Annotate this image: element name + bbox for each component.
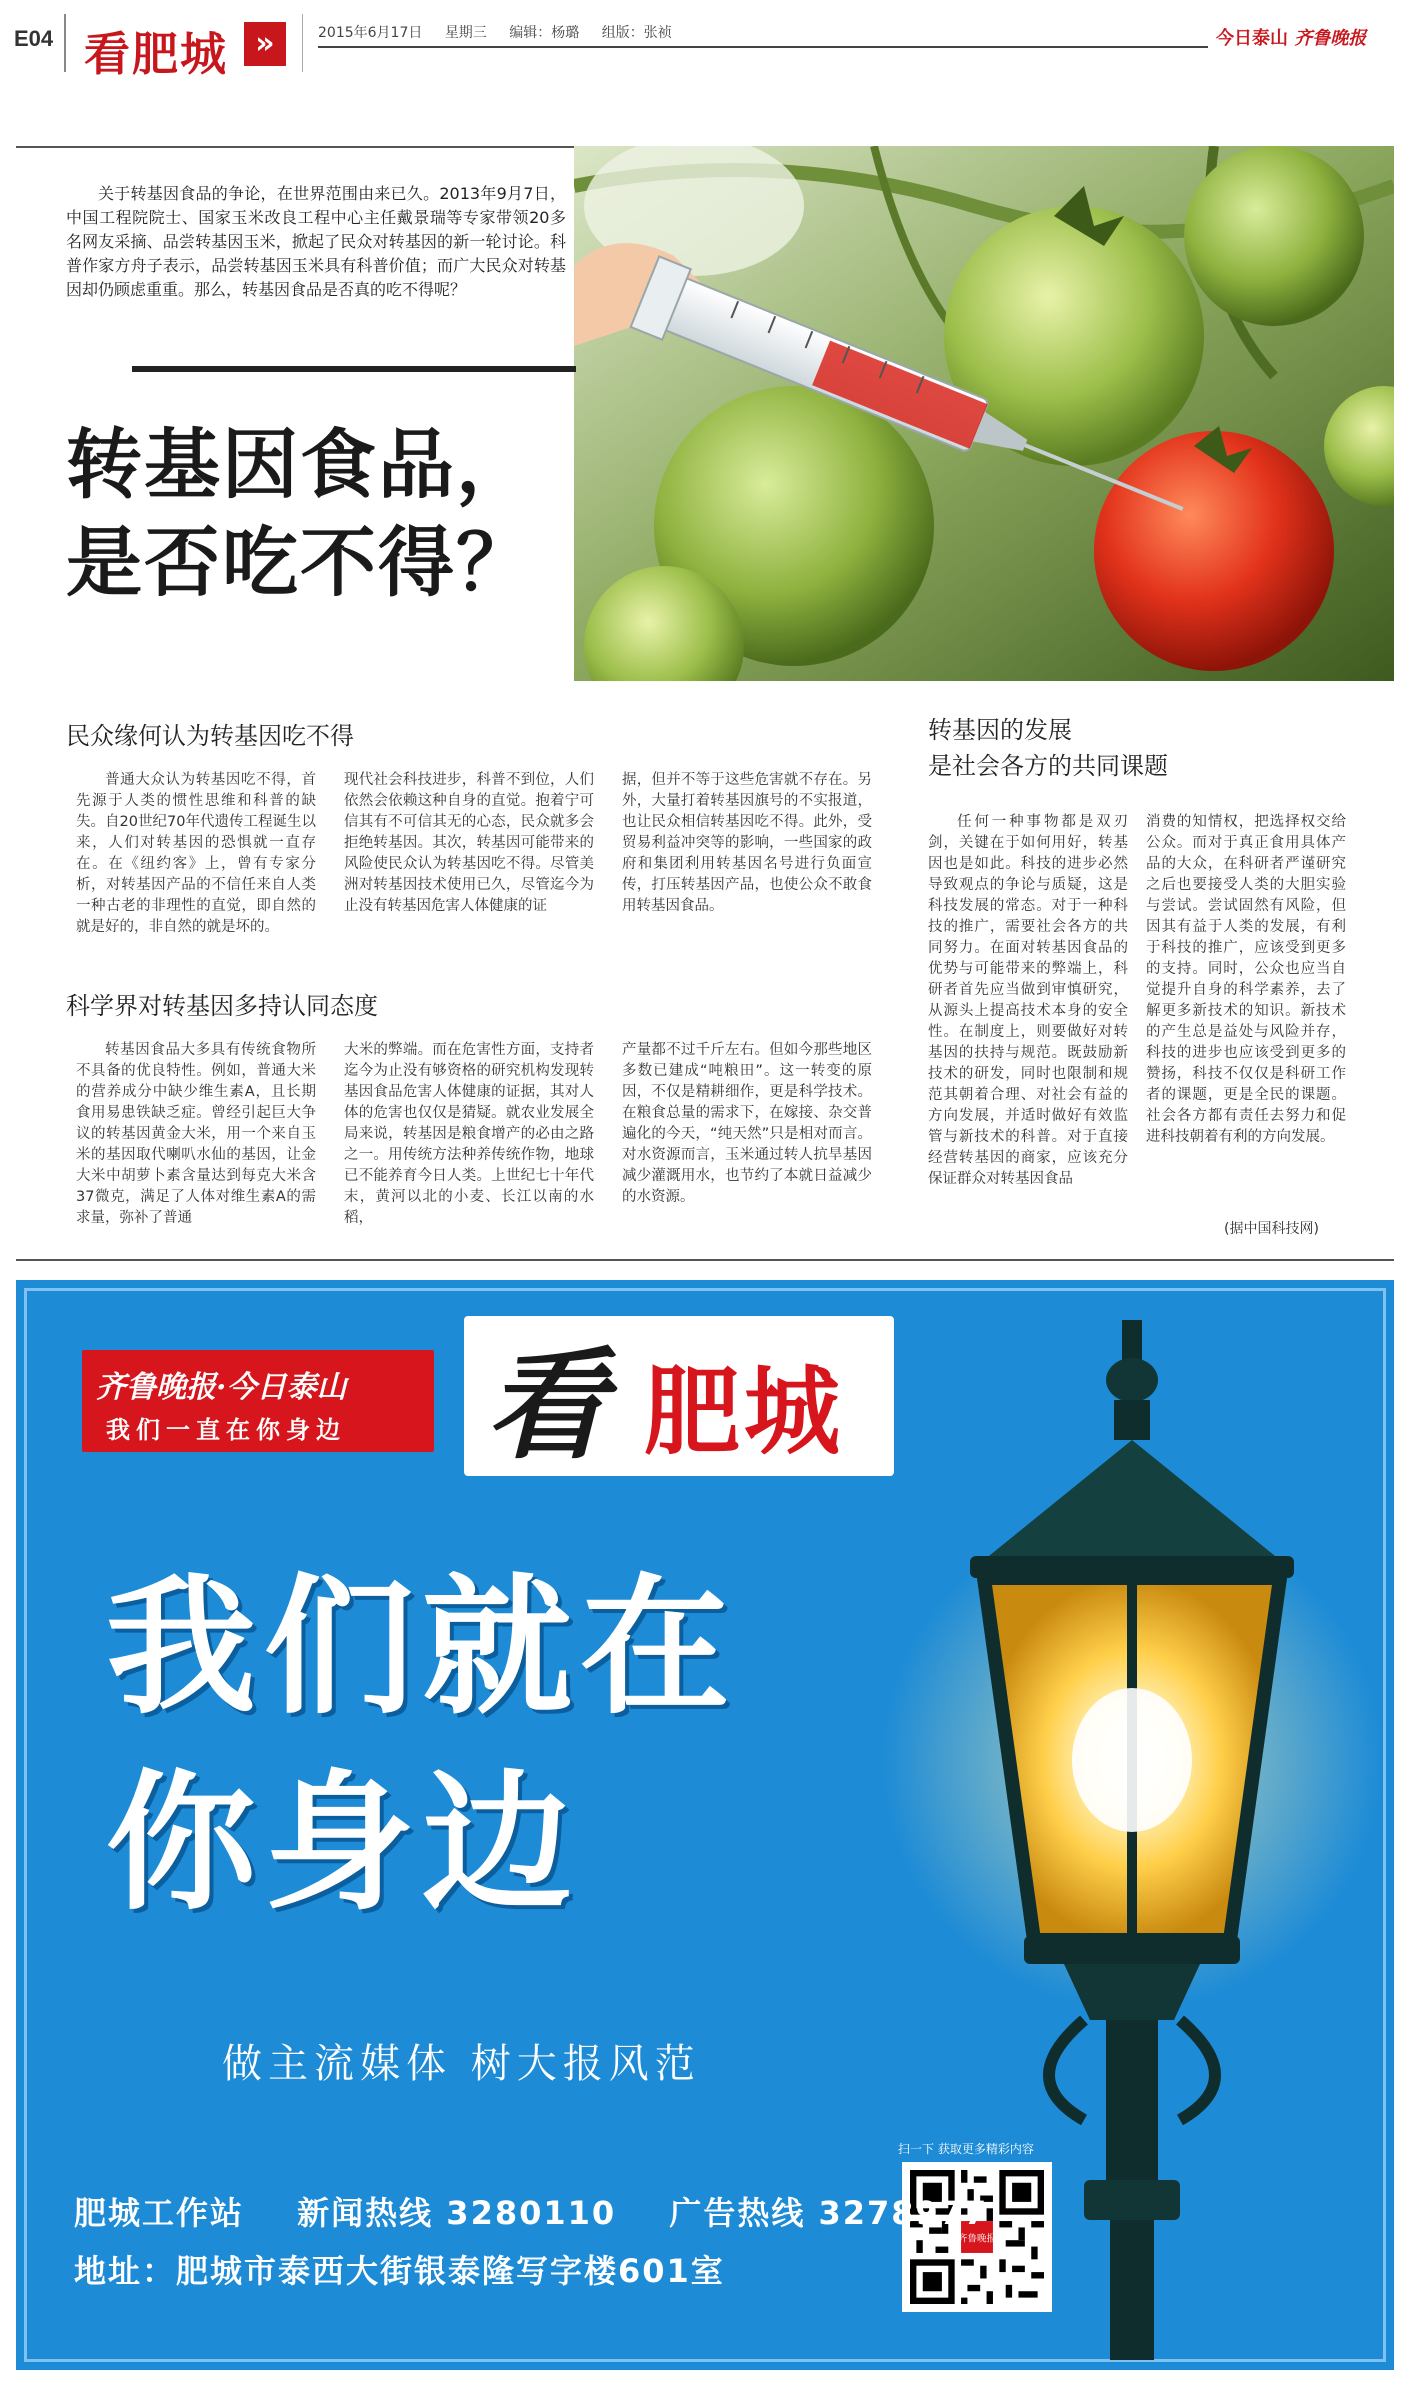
- article-bottom-rule: [16, 1259, 1394, 1261]
- station-address: 地址：肥城市泰西大街银泰隆写字楼601室: [74, 2252, 725, 2290]
- column-logo-kan: 看: [486, 1335, 606, 1476]
- header-rule: [318, 46, 1208, 48]
- body-column: 转基因食品大多具有传统食物所不具备的优良特性。例如，普通大米的营养成分中缺少维生素A，且长期食用易患铁缺乏症。曾经引起巨大争议的转基因黄金大米，用一个来自玉米的基因取代喇叭水仙的基因，让金大米中胡萝卜素含量达到每克大米含37微克，满足了人体对维生素A的需求量，弥补了普通: [76, 1042, 316, 1226]
- section-arrows-icon: »: [244, 22, 286, 66]
- big-slogan-line: 你身边: [106, 1757, 581, 1931]
- headline-line: 是否吃不得？: [66, 518, 534, 607]
- article: [16, 146, 1394, 1261]
- subheading: [928, 712, 1168, 784]
- ad-big-slogan: [106, 1550, 738, 1942]
- article-intro: 关于转基因食品的争论，在世界范围由来已久。2013年9月7日，中国工程院院士、国家玉米改良工程中心主任戴景瑞等专家带领20多名网友采摘、品尝转基因玉米，掀起了民众对转基因的新一轮讨论。科普作家方舟子表示，品尝转基因玉米具有科普价值；而广大民众对转基因却仍顾虑重重。那么，转基因食品是否真的吃不得呢？: [66, 184, 566, 299]
- big-slogan-line: 我们就在: [106, 1561, 739, 1735]
- brand-name: 今日泰山: [1216, 28, 1288, 49]
- advertisement: [16, 1280, 1394, 2370]
- body-column: 产量都不过千斤左右。但如今那些地区多数已建成“吨粮田”。这一转变的原因，不仅是精耕细作，更是科学技术。在粮食总量的需求下，在嫁接、杂交普遍化的今天，“纯天然”只是相对而言。对水资源而言，玉米通过转人抗旱基因减少灌溉用水，也节约了本就日益减少的水资源。: [622, 1042, 872, 1205]
- paper-badge: [82, 1350, 434, 1452]
- subheading-line: 转基因的发展: [928, 716, 1072, 744]
- contact-line: [74, 2188, 1028, 2234]
- body-column: 普通大众认为转基因吃不得，首先源于人类的惯性思维和科普的缺失。自20世纪70年代遗传工程诞生以来，人们对转基因的恐惧就一直存在。在《纽约客》上，曾有专家分析，对转基因产品的不信任来自人类一种古老的非理性的直觉，即自然的就是好的，非自然的就是坏的。: [76, 772, 316, 935]
- article-headline: [66, 416, 686, 612]
- article-credit: (据中国科技网): [1224, 1221, 1319, 1237]
- section-title: 看肥城: [84, 27, 228, 81]
- issue-weekday: 星期三: [444, 25, 487, 41]
- body-column: 消费的知情权，把选择权交给公众。而对于真正食用具体产品的大众，在科研者严谨研究之后也要接受人类的大胆实验与尝试。尝试固然有风险，但因其有益于人类的发展，有利于科技的推广，应该受到更多的支持。同时，公众也应当自觉提升自身的科学素养，去了解更多新技术的知识。新技术的产生总是益处与风险并存，科技的进步也应该受到更多的赞扬，科技不仅仅是科研工作者的课题，更是全民的课题。社会各方都有责任去努力和促进科技朝着有利的方向发展。: [1146, 814, 1346, 1145]
- news-hotline: 新闻热线 3280110: [297, 2194, 617, 2232]
- body-column: 现代社会科技进步，科普不到位，人们依然会依赖这种自身的直觉。抱着宁可信其有不可信其无的心态，民众就多会拒绝转基因。其次，转基因可能带来的风险使民众认为转基因吃不得。尽管美洲对转基因技术使用已久，尽管迄今为止没有转基因危害人体健康的证: [344, 772, 594, 914]
- subheading: 民众缘何认为转基因吃不得: [66, 722, 354, 750]
- issue-date: 2015年6月17日: [318, 25, 423, 41]
- page-header: [0, 0, 1409, 80]
- page-number: E04: [14, 26, 54, 51]
- ad-hotline: 广告热线 3278977: [669, 2194, 989, 2232]
- hero-image: [574, 146, 1394, 681]
- qr-badge-text: 齐鲁晚报: [957, 2233, 997, 2245]
- issue-editor: 编辑：杨璐: [509, 25, 580, 41]
- qr-caption: 扫一下 获取更多精彩内容: [898, 2142, 1034, 2156]
- paper-name: 齐鲁晚报·今日泰山: [96, 1370, 347, 1405]
- subheading: 科学界对转基因多持认同态度: [66, 992, 378, 1020]
- header-divider: [64, 14, 66, 72]
- body-column: 任何一种事物都是双刃剑，关键在于如何用好，转基因也是如此。科技的进步必然导致观点的争论与质疑，这是科技发展的常态。对于一种科技的推广，需要社会各方的共同努力。在面对转基因食品的优势与可能带来的弊端上，科研者首先应当做到审慎研究，从源头上提高技术本身的安全性。在制度上，则要做好对转基因的扶持与规范。既鼓励新技术的研发，同时也限制和规范其朝着合理、对社会有益的方向发展，并适时做好有效监管与新技术的科普。对于直接经营转基因的商家，应该充分保证群众对转基因食品: [928, 814, 1128, 1187]
- issue-layout: 组版：张祯: [601, 25, 672, 41]
- brand-logo: 齐鲁晚报: [1294, 28, 1367, 49]
- qr-code-image[interactable]: [902, 2162, 1052, 2312]
- column-logo-feicheng: 肥城: [644, 1356, 844, 1468]
- headline-bar: [132, 366, 576, 372]
- header-divider: [302, 14, 303, 72]
- paper-slogan: 我们一直在你身边: [106, 1416, 346, 1444]
- headline-line: 转基因食品，: [66, 420, 534, 509]
- body-column: 据，但并不等于这些危害就不存在。另外，大量打着转基因旗号的不实报道，也让民众相信转基因吃不得。此外，受贸易利益冲突等的影响，一些国家的政府和集团利用转基因名号进行负面宣传，打压转基因产品，也使公众不敢食用转基因食品。: [622, 772, 872, 914]
- issue-info: [318, 22, 690, 42]
- subheading-line: 是社会各方的共同课题: [928, 752, 1168, 780]
- station-name: 肥城工作站: [74, 2194, 245, 2232]
- brand: [1216, 24, 1366, 50]
- ad-slogan: 做主流媒体 树大报风范: [222, 2041, 701, 2087]
- body-column: 大米的弊端。而在危害性方面，支持者迄今为止没有够资格的研究机构发现转基因食品危害人体健康的证据，其对人体的危害也仅仅是猜疑。就农业发展全局来说，转基因是粮食增产的必由之路之一。用传统方法种养传统作物，地球已不能养育今日人类。上世纪七十年代末，黄河以北的小麦、长江以南的水稻，: [344, 1042, 594, 1226]
